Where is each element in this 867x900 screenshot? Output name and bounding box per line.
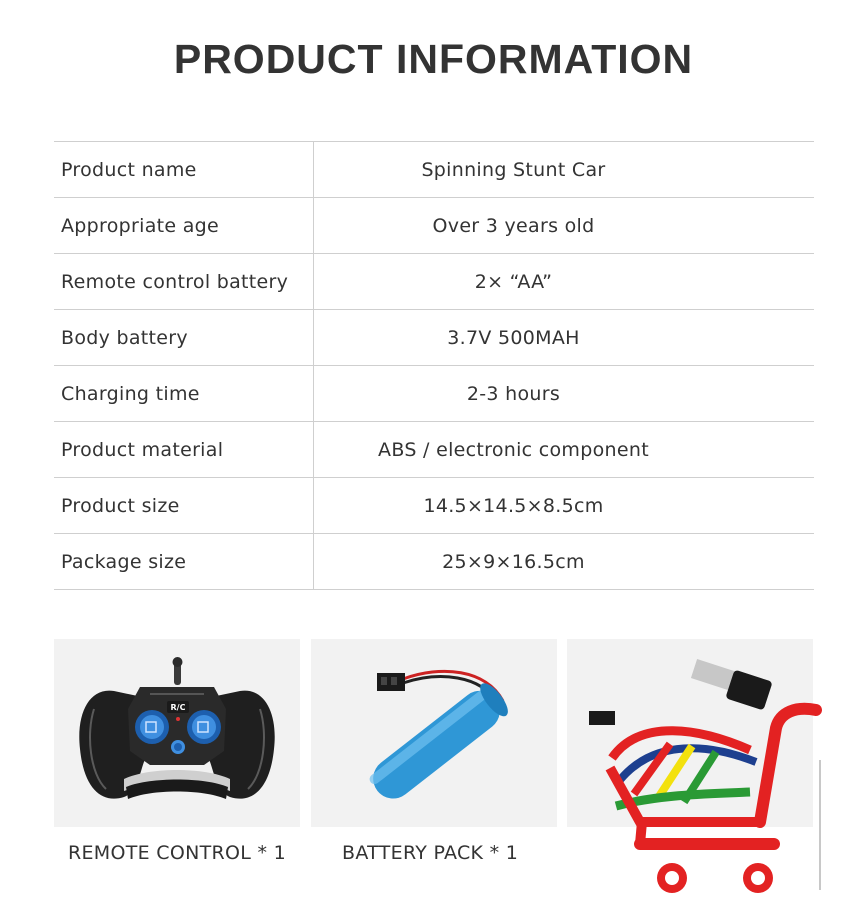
decorative-line (819, 760, 821, 890)
spec-label: Body battery (61, 326, 188, 349)
spec-label: Remote control battery (61, 270, 289, 293)
spec-value: ABS / electronic component (378, 438, 649, 461)
remote-badge-text: R/C (170, 703, 186, 712)
battery-pack-image (311, 639, 557, 827)
spec-label: Appropriate age (61, 214, 220, 237)
shopping-cart-logo (600, 698, 826, 898)
spec-row (54, 366, 814, 422)
spec-value: 2-3 hours (466, 382, 561, 405)
spec-table (54, 141, 814, 590)
table-column-divider (313, 141, 314, 589)
remote-control-card (54, 639, 300, 827)
spec-value: Spinning Stunt Car (421, 158, 606, 181)
spec-row (54, 478, 814, 534)
spec-label: Charging time (61, 382, 200, 405)
page-title: PRODUCT INFORMATION (173, 36, 694, 82)
accessory-caption: BATTERY PACK * 1 (342, 842, 519, 864)
spec-row (54, 534, 814, 590)
spec-label: Product material (61, 438, 224, 461)
remote-control-image (54, 639, 300, 827)
spec-row (54, 198, 814, 254)
spec-value: 14.5×14.5×8.5cm (423, 494, 604, 517)
spec-label: Product size (61, 494, 180, 517)
spec-value: 25×9×16.5cm (442, 550, 585, 573)
spec-row (54, 310, 814, 366)
spec-label: Product name (61, 158, 197, 181)
accessory-caption: REMOTE CONTROL * 1 (68, 842, 287, 864)
battery-pack-card (311, 639, 557, 827)
spec-value: 2× “AA” (474, 270, 553, 293)
spec-row (54, 142, 814, 198)
spec-label: Package size (61, 550, 187, 573)
spec-value: Over 3 years old (432, 214, 595, 237)
spec-row (54, 422, 814, 478)
spec-value: 3.7V 500MAH (447, 326, 580, 349)
spec-row (54, 254, 814, 310)
